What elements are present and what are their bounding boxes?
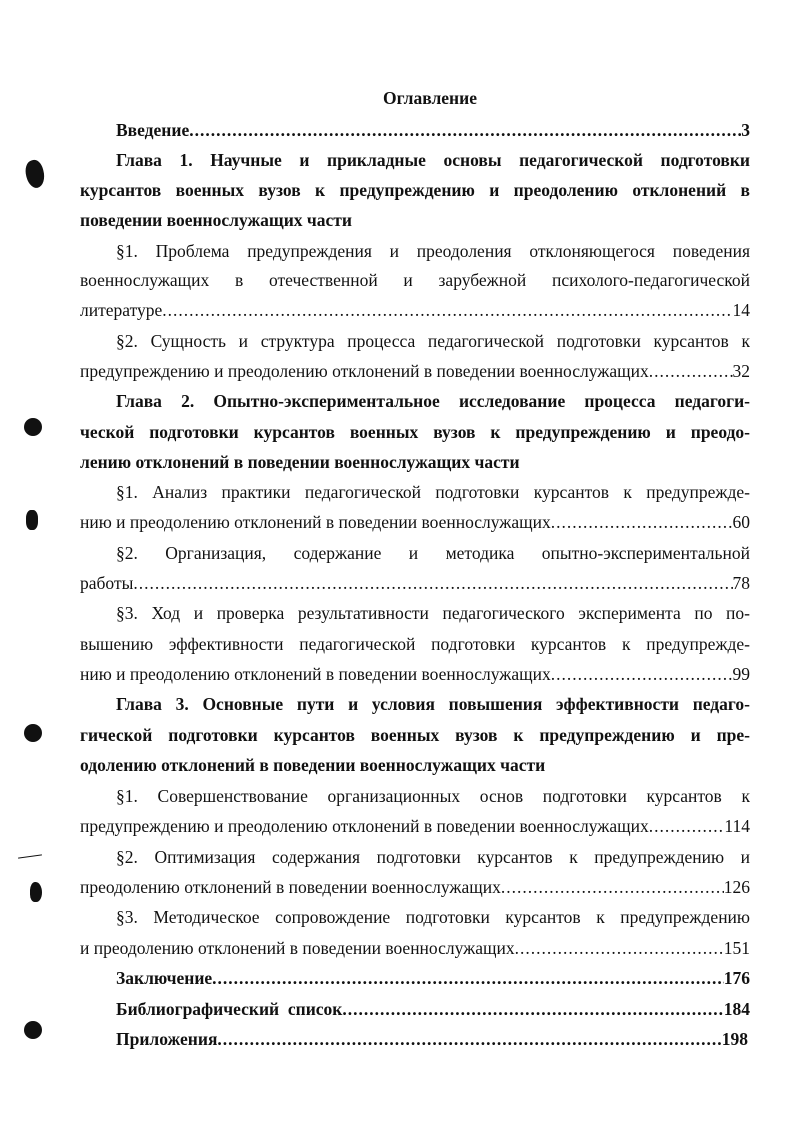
page-number: 32 [732, 361, 750, 381]
toc-entry-section [80, 816, 750, 836]
toc-entry-text: и преодолению отклонений в поведении военнослужащих [80, 938, 515, 958]
leader-dots [342, 999, 723, 1019]
page-number: 126 [723, 877, 750, 897]
chapter-heading-line: Глава 2. Опытно-экспериментальное исследование процесса педагоги- [116, 391, 750, 411]
section-line: §3. Ход и проверка результативности педагогического эксперимента по по- [116, 603, 750, 623]
leader-dots [551, 664, 733, 684]
leader-dots [501, 877, 724, 897]
toc-entry-conclusion [116, 968, 750, 988]
chapter-heading-line: ческой подготовки курсантов военных вузов к предупреждению и преодо- [80, 422, 750, 442]
scan-mark [26, 510, 38, 530]
toc-entry-text: нию и преодолению отклонений в поведении военнослужащих [80, 512, 551, 532]
binder-hole [24, 1021, 42, 1039]
toc-entry-section [80, 938, 750, 958]
page-number: 151 [723, 938, 750, 958]
leader-dots [189, 120, 741, 140]
section-line: §2. Оптимизация содержания подготовки курсантов к предупреждению и [116, 847, 750, 867]
chapter-heading-line: одолению отклонений в поведении военнослужащих части [80, 755, 546, 775]
leader-dots [649, 361, 733, 381]
toc-entry-section [80, 877, 750, 897]
section-line: вышению эффективности педагогической подготовки курсантов к предупрежде- [80, 634, 750, 654]
page-number: 3 [741, 120, 750, 140]
toc-entry-text: предупреждению и преодолению отклонений в поведении военнослужащих [80, 361, 649, 381]
chapter-heading-line: лению отклонений в поведении военнослужащих части [80, 452, 520, 472]
page-number: 78 [732, 573, 750, 593]
toc-entry-text: работы [80, 573, 134, 593]
toc-entry-section [80, 573, 750, 593]
chapter-heading-line: курсантов военных вузов к предупреждению и преодолению отклонений в [80, 180, 750, 200]
toc-entry-section [80, 361, 750, 381]
chapter-heading-line: гической подготовки курсантов военных вузов к предупреждению и пре- [80, 725, 750, 745]
chapter-heading-line: поведении военнослужащих части [80, 210, 352, 230]
leader-dots [212, 968, 724, 988]
section-line: §1. Анализ практики педагогической подготовки курсантов к предупрежде- [116, 482, 750, 502]
toc-entry-text: предупреждению и преодолению отклонений в поведении военнослужащих [80, 816, 649, 836]
section-line: §3. Методическое сопровождение подготовки курсантов к предупреждению [116, 907, 750, 927]
scan-mark [23, 158, 48, 190]
toc-entry-section [80, 512, 750, 532]
section-line: §2. Сущность и структура процесса педагогической подготовки курсантов к [116, 331, 750, 351]
page-number: 60 [732, 512, 750, 532]
leader-dots [162, 300, 732, 320]
binder-hole [24, 418, 42, 436]
toc-entry-bibliography [116, 999, 750, 1019]
toc-entry-text: Приложения [116, 1029, 218, 1049]
section-line: §1. Совершенствование организационных основ подготовки курсантов к [116, 786, 750, 806]
toc-entry-text: преодолению отклонений в поведении военнослужащих [80, 877, 501, 897]
page-number: 184 [723, 999, 750, 1019]
toc-entry-text: литературе [80, 300, 163, 320]
toc-entry-text: Библиографический список [116, 999, 343, 1019]
toc-entry-intro [116, 120, 750, 140]
toc-entry-section [80, 664, 750, 684]
section-line: §2. Организация, содержание и методика опытно-экспериментальной [116, 543, 750, 563]
toc-entry-text: нию и преодолению отклонений в поведении военнослужащих [80, 664, 551, 684]
page-number: 198 [721, 1029, 748, 1049]
toc-entry-text: Заключение [116, 968, 213, 988]
page-number: 14 [732, 300, 750, 320]
leader-dots [515, 938, 724, 958]
leader-dots [133, 573, 732, 593]
binder-hole [24, 724, 42, 742]
scan-mark [18, 854, 42, 858]
toc-entry-appendices [116, 1029, 748, 1049]
section-line: §1. Проблема предупреждения и преодоления отклоняющегося поведения [116, 241, 750, 261]
leader-dots [217, 1029, 721, 1049]
toc-entry-text: Введение [116, 120, 190, 140]
section-line: военнослужащих в отечественной и зарубежной психолого-педагогической [80, 270, 750, 290]
chapter-heading-line: Глава 3. Основные пути и условия повышения эффективности педаго- [116, 694, 750, 714]
page-title: Оглавление [383, 88, 477, 108]
leader-dots [551, 512, 733, 532]
page-number: 99 [732, 664, 750, 684]
page-number: 114 [724, 816, 750, 836]
toc-entry-section [80, 300, 750, 320]
page-number: 176 [723, 968, 750, 988]
leader-dots [649, 816, 725, 836]
chapter-heading-line: Глава 1. Научные и прикладные основы педагогической подготовки [116, 150, 750, 170]
scan-mark [30, 882, 42, 902]
